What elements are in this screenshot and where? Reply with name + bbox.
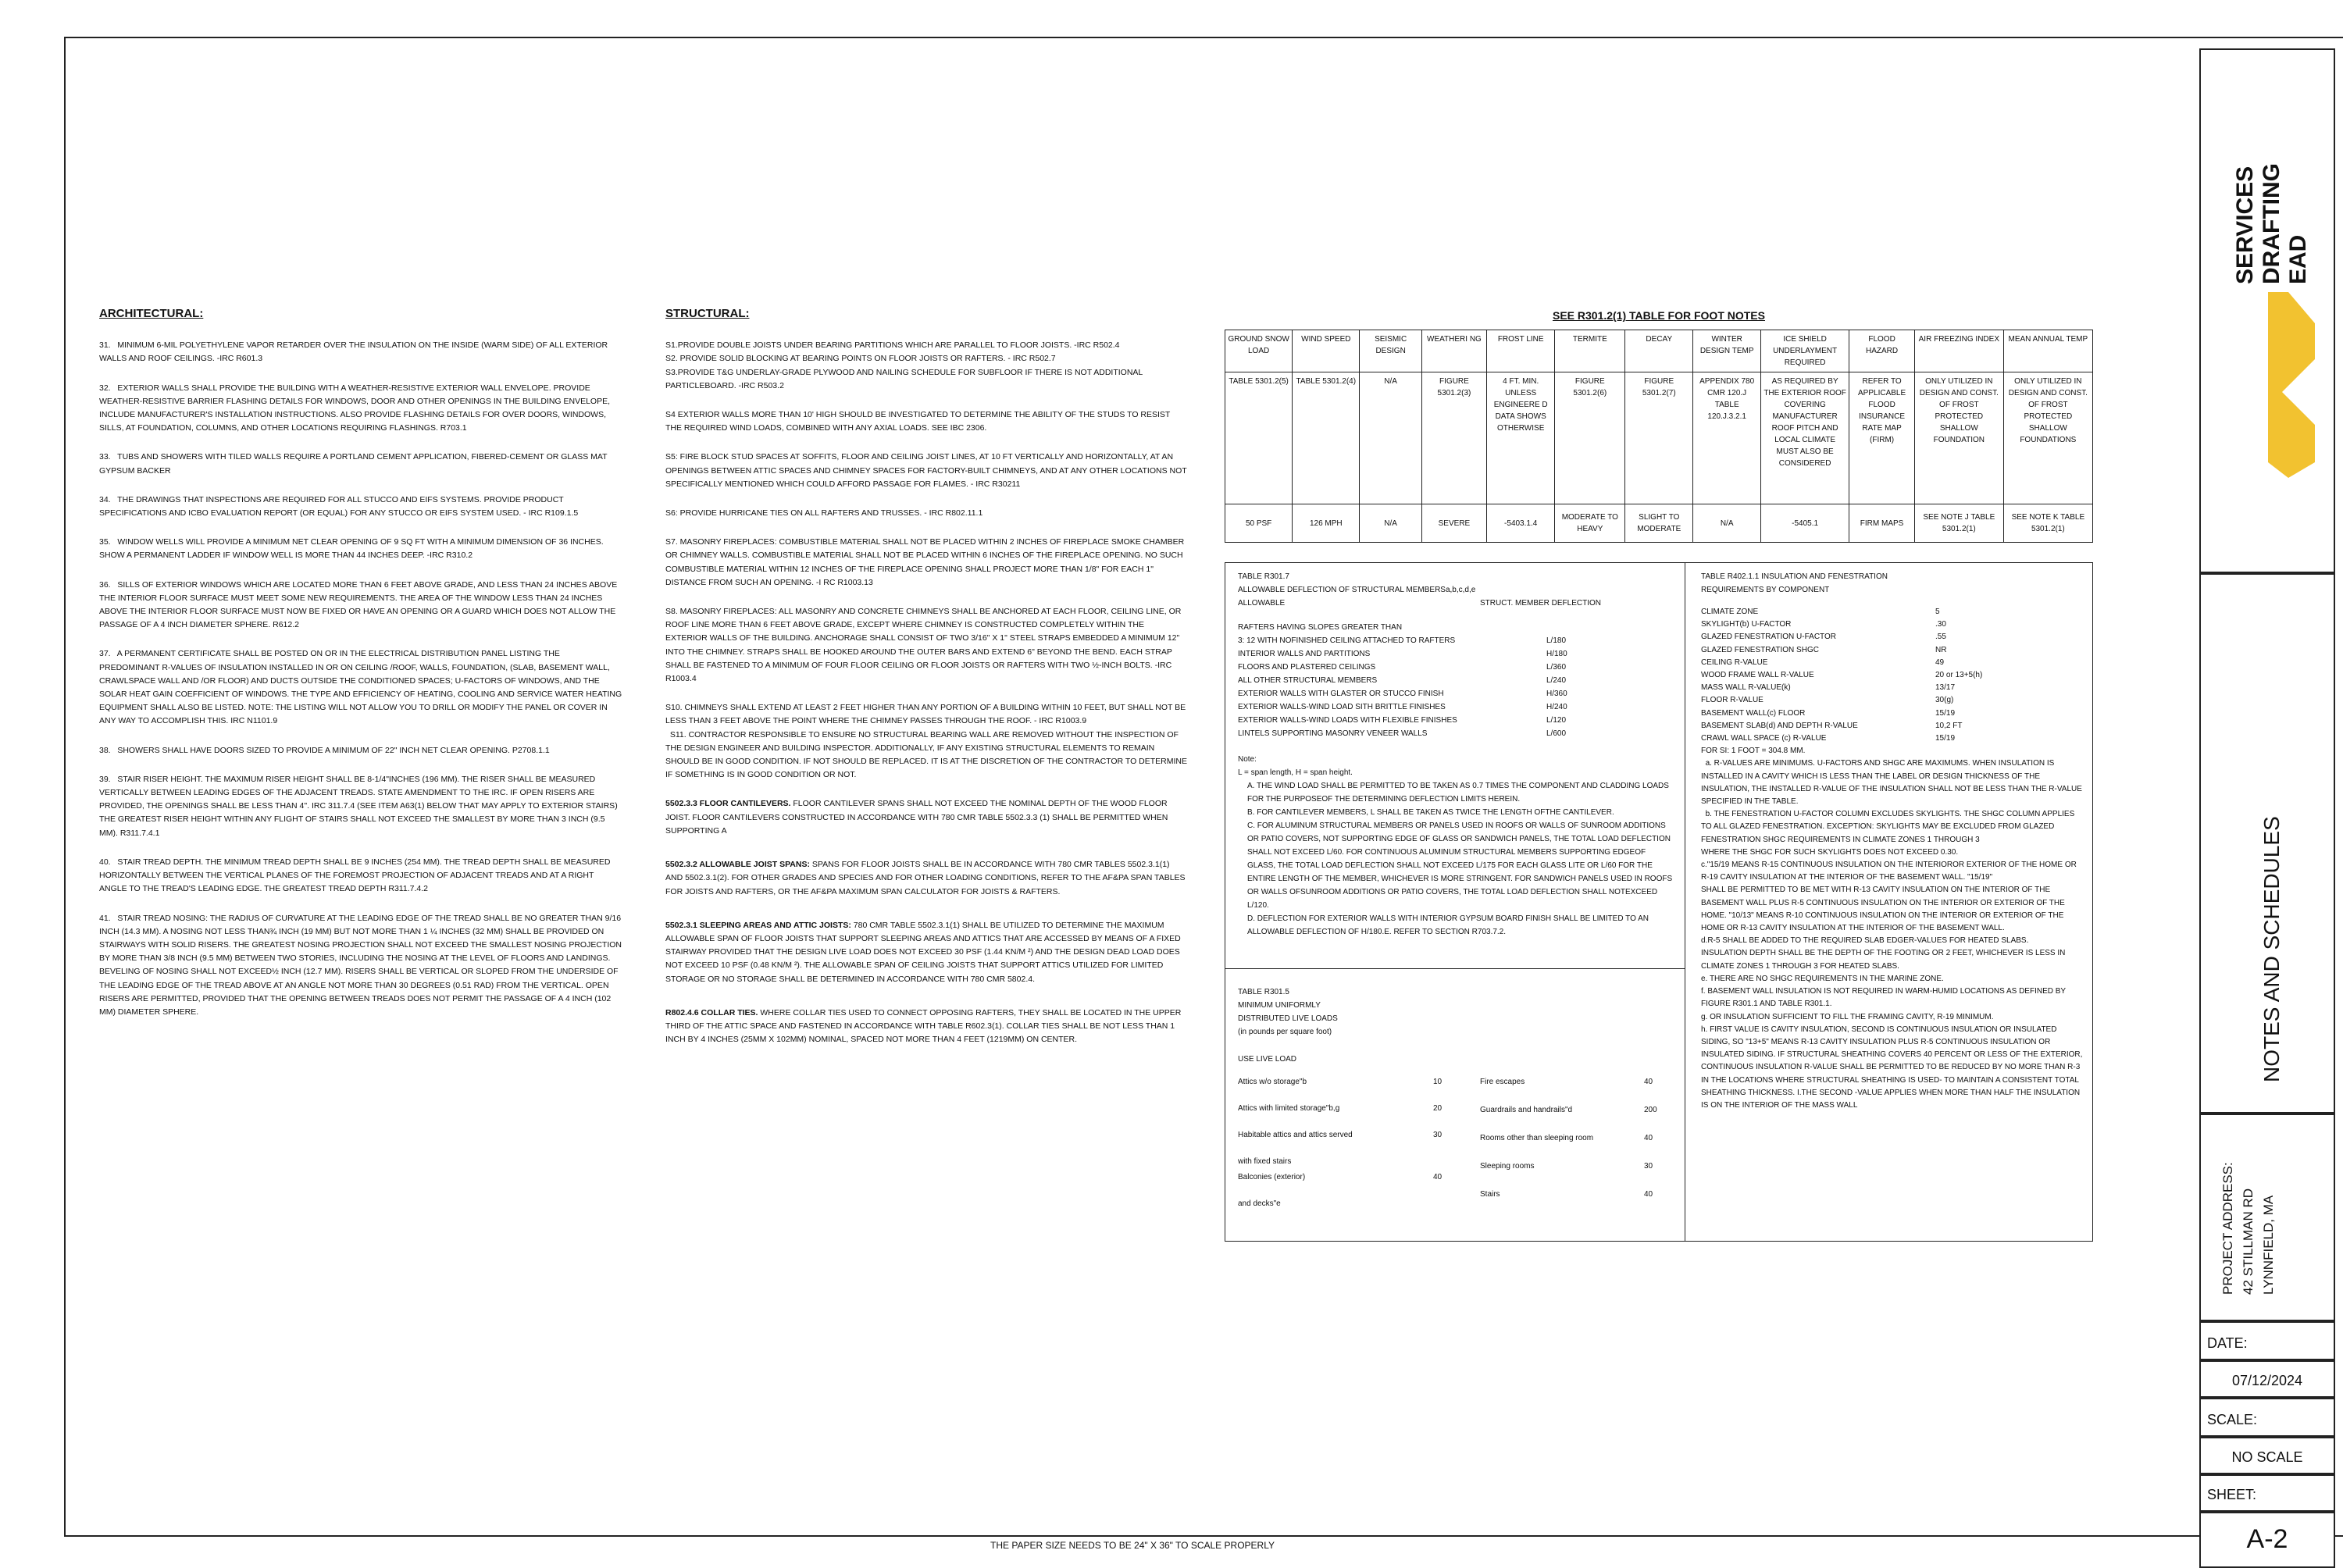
deflection-member: RAFTERS HAVING SLOPES GREATER THAN xyxy=(1238,623,1403,632)
insulation-row xyxy=(1701,669,2084,682)
date-label-box xyxy=(2199,1321,2335,1360)
scale-label-box xyxy=(2199,1398,2335,1437)
live-load-row xyxy=(1480,1131,1675,1160)
live-load-use: Fire escapes xyxy=(1480,1078,1525,1086)
date-label: DATE: xyxy=(2207,1335,2248,1351)
live-load-row xyxy=(1480,1160,1675,1188)
insulation-component: CLIMATE ZONE xyxy=(1701,608,1759,616)
table-header-cell: WIND SPEED xyxy=(1293,330,1360,372)
structural-section xyxy=(665,1007,1187,1047)
table-cell: SLIGHT TO MODERATE xyxy=(1625,504,1693,543)
deflection-row xyxy=(1238,674,1675,687)
insulation-value: 30(g) xyxy=(1935,696,1954,705)
structural-notes xyxy=(665,307,1187,1067)
structural-section-text: FLOOR CANTILEVER SPANS SHALL NOT EXCEED THE NOMINAL DEPTH OF THE WOOD FLOOR JOIST. FLOOR CANTILEVERS CONSTRUCTED IN ACCORDANCE WITH 780 CMR TABLE 5502.3.3 (1) SHALL BE PERMITTED WHEN SUPPORTING A xyxy=(665,799,1168,836)
live-load-row xyxy=(1238,1171,1480,1197)
live-load-use: Rooms other than sleeping room xyxy=(1480,1134,1594,1142)
structural-section-title: 5502.3.1 SLEEPING AREAS AND ATTIC JOISTS: xyxy=(665,920,851,930)
structural-note: S6: PROVIDE HURRICANE TIES ON ALL RAFTERS AND TRUSSES. - IRC R802.11.1 xyxy=(665,508,983,519)
insulation-row xyxy=(1701,606,2084,618)
table-cell: 126 MPH xyxy=(1293,504,1360,543)
structural-section-title: 5502.3.3 FLOOR CANTILEVERS. xyxy=(665,799,791,809)
insulation-row xyxy=(1701,644,2084,657)
scale-label: SCALE: xyxy=(2207,1412,2258,1427)
table-cell: N/A xyxy=(1360,372,1422,504)
structural-heading: STRUCTURAL: xyxy=(665,307,750,320)
company-line3: SERVICES xyxy=(2232,166,2258,284)
table-header-cell: WEATHERI NG xyxy=(1421,330,1486,372)
table-header-cell: FLOOD HAZARD xyxy=(1849,330,1915,372)
table-cell: FIGURE 5301.2(6) xyxy=(1555,372,1625,504)
live-load-row xyxy=(1238,1128,1480,1155)
structural-section xyxy=(665,797,1187,838)
deflection-limit: L/240 xyxy=(1546,676,1567,685)
insulation-component: SKYLIGHT(b) U-FACTOR xyxy=(1701,620,1792,629)
table-row xyxy=(1225,372,2093,504)
deflection-note-intro: L = span length, H = span height. xyxy=(1238,768,1353,777)
live-load-row xyxy=(1238,1075,1480,1102)
deflection-member: EXTERIOR WALLS WITH GLASTER OR STUCCO FINISH xyxy=(1238,690,1444,698)
architectural-note: 38. SHOWERS SHALL HAVE DOORS SIZED TO PROVIDE A MINIMUM OF 22" INCH NET CLEAR OPENING. P2708.1.1 xyxy=(99,745,550,755)
table-header-cell: FROST LINE xyxy=(1486,330,1554,372)
insulation-component: MASS WALL R-VALUE(k) xyxy=(1701,683,1791,693)
deflection-member: EXTERIOR WALLS-WIND LOAD SITH BRITTLE FINISHES xyxy=(1238,703,1446,711)
scale-value-box xyxy=(2199,1437,2335,1474)
insulation-component: CEILING R-VALUE xyxy=(1701,657,1768,667)
deflection-limit: H/180 xyxy=(1546,650,1567,658)
structural-section-title: R802.4.6 COLLAR TIES. xyxy=(665,1007,758,1017)
live-load-row xyxy=(1238,1197,1480,1213)
sheet-label-box xyxy=(2199,1474,2335,1512)
sheet-title-box xyxy=(2199,573,2335,1114)
live-loads-title-line: TABLE R301.5 xyxy=(1238,988,1289,996)
insulation-table xyxy=(1701,570,2084,1112)
table-header-cell: WINTER DESIGN TEMP xyxy=(1693,330,1761,372)
table-header-row xyxy=(1225,330,2093,372)
insulation-row xyxy=(1701,707,2084,720)
insulation-component: FLOOR R-VALUE xyxy=(1701,696,1763,705)
deflection-note: B. FOR CANTILEVER MEMBERS, L SHALL BE TAKEN AS TWICE THE LENGTH OFTHE CANTILEVER. xyxy=(1247,808,1614,817)
structural-section xyxy=(665,858,1187,899)
sheet-label: SHEET: xyxy=(2207,1487,2257,1502)
table-cell: TABLE 5301.2(4) xyxy=(1293,372,1360,504)
live-load-value: 200 xyxy=(1644,1106,1657,1114)
insulation-value: NR xyxy=(1935,645,1947,654)
date-value-box xyxy=(2199,1360,2335,1398)
live-load-use: Guardrails and handrails"d xyxy=(1480,1106,1573,1114)
live-loads-title-line: (in pounds per square foot) xyxy=(1238,1028,1332,1036)
insulation-row xyxy=(1701,732,2084,745)
table-cell: -5405.1 xyxy=(1761,504,1849,543)
structural-section-title: 5502.3.2 ALLOWABLE JOIST SPANS: xyxy=(665,860,810,870)
sheet-number: A-2 xyxy=(2246,1524,2288,1554)
live-loads-title-line: MINIMUM UNIFORMLY xyxy=(1238,1001,1321,1010)
deflection-limit: L/600 xyxy=(1546,729,1567,738)
architectural-note: 35. WINDOW WELLS WILL PROVIDE A MINIMUM NET CLEAR OPENING OF 9 SQ FT WITH A MINIMUM DIMENSION OF 36 INCHES. SHOW A PERMANENT LADDER IF WINDOW WELL IS MORE THAN 44 INCHES DEEP. -IRC R310.2 xyxy=(99,537,606,561)
project-address-label: PROJECT ADDRESS: xyxy=(2220,1162,2235,1295)
insulation-row xyxy=(1701,618,2084,631)
table-cell: ONLY UTILIZED IN DESIGN AND CONST. OF FROST PROTECTED SHALLOW FOUNDATION xyxy=(1914,372,2003,504)
deflection-table xyxy=(1238,570,1675,939)
table-cell: FIGURE 5301.2(3) xyxy=(1421,372,1486,504)
project-address-line1: 42 STILLMAN RD xyxy=(2241,1188,2256,1295)
architectural-note: 41. STAIR TREAD NOSING: THE RADIUS OF CURVATURE AT THE LEADING EDGE OF THE TREAD SHALL BE NO GREATER THAN 9/16 INCH (14.3 MM). A NOSING NOT LESS THAN¾ INCH (19 MM) BUT NOT MORE THAN 1 ¼ INCHES (32 MM) SHALL BE PROVIDED ON STAIRWAYS WITH SOLID RISERS. THE GREATEST NOSING PROJECTION SHALL NOT EXCEED THE SMALLEST NOSING PROJECTION BY MORE THAN 3/8 INCH (9.5 MM) BETWEEN TWO STORIES, INCLUDING THE NOSING AT THE LEVEL OF FLOORS AND LANDINGS. BEVELING OF NOSING SHALL NOT EXCEED½ INCH (12.7 MM). RISERS SHALL BE VERTICAL OR SLOPED FROM THE UNDERSIDE OF THE LEADING EDGE OF THE TREAD ABOVE AT AN ANGLE NOT MORE THAN 30 DEGREES (0.51 RAD) FROM THE VERTICAL. OPEN RISERS ARE PERMITTED, PROVIDED THAT THE OPENING BETWEEN TREADS DOES NOT PERMIT THE PASSAGE OF A 4 INCH (102 MM) DIAMETER SPHERE. xyxy=(99,913,624,1017)
insulation-value: .30 xyxy=(1935,620,1946,629)
live-load-use: Sleeping rooms xyxy=(1480,1162,1535,1171)
company-line2: DRAFTING xyxy=(2259,163,2284,284)
insulation-value: 20 or 13+5(h) xyxy=(1935,671,1983,680)
table-header-cell: TERMITE xyxy=(1555,330,1625,372)
architectural-note: 40. STAIR TREAD DEPTH. THE MINIMUM TREAD DEPTH SHALL BE 9 INCHES (254 MM). THE TREAD DEPTH SHALL BE MEASURED HORIZONTALLY BETWEEN THE VERTICAL PLANES OF THE FOREMOST PROJECTION OF ADJACENT TREADS AND AT A RIGHT ANGLE TO THE TREAD'S LEADING EDGE. THE GREATEST TREAD DEPTH R311.7.4.2 xyxy=(99,857,613,894)
live-load-value: 30 xyxy=(1644,1162,1653,1171)
deflection-row xyxy=(1238,700,1675,714)
live-load-row xyxy=(1480,1075,1675,1103)
live-load-row xyxy=(1480,1188,1675,1216)
live-load-value: 30 xyxy=(1433,1131,1443,1139)
deflection-row xyxy=(1238,687,1675,700)
table-cell: TABLE 5301.2(5) xyxy=(1225,372,1293,504)
structural-note: S1.PROVIDE DOUBLE JOISTS UNDER BEARING PARTITIONS WHICH ARE PARALLEL TO FLOOR JOISTS. -IRC R502.4 S2. PROVIDE SOLID BLOCKING AT BEARING POINTS ON FLOOR JOISTS OR RAFTERS. - IRC R502.7 S3.PROVIDE T&G UNDERLAY-GRADE PLYWOOD AND NAILING SCHEDULE FOR SUBFLOOR IF THERE IS NOT ADDITIONAL PARTICLEBOARD. -IRC R503.2 xyxy=(665,340,1143,390)
structural-note: S4 EXTERIOR WALLS MORE THAN 10' HIGH SHOULD BE INVESTIGATED TO DETERMINE THE ABILITY OF THE STUDS TO RESIST THE REQUIRED WIND LOADS, COMBINED WITH ANY AXIAL LOADS. SEE IBC 2306. xyxy=(665,410,1172,433)
insulation-component: GLAZED FENESTRATION SHGC xyxy=(1701,645,1819,654)
architectural-notes xyxy=(99,307,625,1035)
architectural-note: 37. A PERMANENT CERTIFICATE SHALL BE POSTED ON OR IN THE ELECTRICAL DISTRIBUTION PANEL LISTING THE PREDOMINANT R-VALUES OF INSULATION INSTALLED IN OR ON CEILING /ROOF, WALLS, FOUNDATION, (SLAB, BASEMENT WALL, CRAWLSPACE WALL AND /OR FLOOR) AND DUCTS OUTSIDE THE CONDITIONED SPACES; U-FACTORS OF WINDOWS, AND THE SOLAR HEAT GAIN COEFFICIENT OF WINDOWS. THE TYPE AND EFFICIENCY OF HEATING, COOLING AND SERVICE WATER HEATING EQUIPMENT SHALL ALSO BE LISTED. NOTE: THE LISTING WILL NOT ALLOW YOU TO DRILL OR MODIFY THE PANEL OR COVER IN ANY WAY TO ACCOMPLISH THIS. IRC N1101.9 xyxy=(99,649,625,726)
project-address-line2: LYNNFIELD, MA xyxy=(2261,1195,2276,1295)
insulation-row xyxy=(1701,631,2084,643)
table-header-cell: DECAY xyxy=(1625,330,1693,372)
company-line1: EAD xyxy=(2285,234,2311,284)
table-cell: MODERATE TO HEAVY xyxy=(1555,504,1625,543)
live-load-row xyxy=(1238,1102,1480,1128)
deflection-note: A. THE WIND LOAD SHALL BE PERMITTED TO BE TAKEN AS 0.7 TIMES THE COMPONENT AND CLADDING LOADS FOR THE PURPOSEOF THE DETERMINING DEFLECTION LIMITS HEREIN. xyxy=(1247,782,1669,804)
design-criteria-table xyxy=(1225,330,2093,543)
insulation-value: .55 xyxy=(1935,633,1946,642)
table-cell: ONLY UTILIZED IN DESIGN AND CONST. OF FROST PROTECTED SHALLOW FOUNDATIONS xyxy=(2003,372,2092,504)
table-cell: SEVERE xyxy=(1421,504,1486,543)
deflection-limit: L/360 xyxy=(1546,663,1567,672)
date-value: 07/12/2024 xyxy=(2231,1373,2303,1388)
table-cell: -5403.1.4 xyxy=(1486,504,1554,543)
live-loads-use-label: USE LIVE LOAD xyxy=(1238,1055,1297,1064)
structural-section-text: 780 CMR TABLE 5502.3.1(1) SHALL BE UTILIZED TO DETERMINE THE MAXIMUM ALLOWABLE SPAN OF FLOOR JOISTS THAT SUPPORT SLEEPING AREAS AND ATTICS THAT ARE ACCESSED BY MEANS OF A FIXED STAIRWAY PROVIDED THAT THE DESIGN LIVE LOAD DOES NOT EXCEED 30 PSF (1.44 KN/M ²) AND THE DESIGN DEAD LOAD DOES NOT EXCEED 10 PSF (0.48 KN/M ²). THE ALLOWABLE SPAN OF CEILING JOISTS THAT SUPPORT ATTICS UTILIZED FOR LIMITED STORAGE OR NO STORAGE SHALL BE DETERMINED IN ACCORDANCE WITH 780 CMR 5802.4. xyxy=(665,920,1181,984)
insulation-component: CRAWL WALL SPACE (c) R-VALUE xyxy=(1701,734,1827,743)
table-row xyxy=(1225,504,2093,543)
deflection-col-b: STRUCT. MEMBER DEFLECTION xyxy=(1480,599,1602,608)
insulation-row xyxy=(1701,657,2084,669)
live-load-value: 20 xyxy=(1433,1104,1443,1113)
insulation-component: GLAZED FENESTRATION U-FACTOR xyxy=(1701,633,1836,642)
architectural-note: 33. TUBS AND SHOWERS WITH TILED WALLS REQUIRE A PORTLAND CEMENT APPLICATION, FIBERED-CEMENT OR GLASS MAT GYPSUM BACKER xyxy=(99,452,610,476)
live-load-use: Attics w/o storage"b xyxy=(1238,1078,1307,1086)
live-load-row xyxy=(1238,1155,1480,1171)
table-cell: FIRM MAPS xyxy=(1849,504,1915,543)
deflection-row xyxy=(1238,621,1675,634)
deflection-note: D. DEFLECTION FOR EXTERIOR WALLS WITH INTERIOR GYPSUM BOARD FINISH SHALL BE LIMITED TO AN ALLOWABLE DEFLECTION OF H/180.E. REFER TO SECTION R703.7.2. xyxy=(1247,914,1649,936)
table-header-cell: MEAN ANNUAL TEMP xyxy=(2003,330,2092,372)
deflection-member: FLOORS AND PLASTERED CEILINGS xyxy=(1238,663,1376,672)
deflection-note-label: Note: xyxy=(1238,755,1257,764)
deflection-member: INTERIOR WALLS AND PARTITIONS xyxy=(1238,650,1371,658)
ead-logo xyxy=(2201,50,2334,572)
insulation-notes: FOR SI: 1 FOOT = 304.8 MM. a. R-VALUES ARE MINIMUMS. U-FACTORS AND SHGC ARE MAXIMUMS. WHEN INSULATION IS INSTALLED IN A CAVITY WHICH IS LESS THAN THE LABEL OR DESIGN THICKNESS OF THE INSULATION, THE INSTALLED R-VALUE OF THE INSULATION SHALL NOT BE LESS THAN THE R-VALUE SPECIFIED IN THE TABLE. b. THE FENESTRATION U-FACTOR COLUMN EXCLUDES SKYLIGHTS. THE SHGC COLUMN APPLIES TO ALL GLAZED FENESTRATION. EXCEPTION: SKYLIGHTS MAY BE EXCLUDED FROM GLAZED FENESTRATION SHGC REQUIREMENTS IN CLIMATE ZONES 1 THROUGH 3 WHERE THE SHGC FOR SUCH SKYLIGHTS DOES NOT EXCEED 0.30. c."15/19 MEANS R-15 CONTINUOUS INSULATION ON THE INTERIOROR EXTERIOR OF THE HOME OR R-19 CAVITY INSULATION AT THE INTERIOR OF THE BASEMENT WALL. "15/19" SHALL BE PERMITTED TO BE MET WITH R-13 CAVITY INSULATION ON THE INTERIOR OF THE BASEMENT WALL PLUS R-5 CONTINUOUS INSULATION ON THE INTERIOR OR EXTERIOR OF THE HOME. "10/13" MEANS R-10 CONTINUOUS INSULATION ON THE INTERIOR OR EXTERIOR OF THE HOME OR R-13 CAVITY INSULATION AT THE INTERIOR OF THE BASEMENT WALL. d.R-5 SHALL BE ADDED TO THE REQUIRED SLAB EDGER-VALUES FOR HEATED SLABS. INSULATION DEPTH SHALL BE THE DEPTH OF THE FOOTING OR 2 FEET, WHICHEVER IS LESS IN CLIMATE ZONES 1 THROUGH 3 FOR HEATED SLABS. e. THERE ARE NO SHGC REQUIREMENTS IN THE MARINE ZONE. f. BASEMENT WALL INSULATION IS NOT REQUIRED IN WARM-HUMID LOCATIONS AS DEFINED BY FIGURE R301.1 AND TABLE R301.1. g. OR INSULATION SUFFICIENT TO FILL THE FRAMING CAVITY, R-19 MINIMUM. h. FIRST VALUE IS CAVITY INSULATION, SECOND IS CONTINUOUS INSULATION OR INSULATED SIDING, SO "13+5" MEANS R-13 CAVITY INSULATION PLUS R-5 CONTINUOUS INSULATION OR INSULATED SIDING. IF STRUCTURAL SHEATHING COVERS 40 PERCENT OR LESS OF THE EXTERIOR, CONTINUOUS INSULATION R-VALUE SHALL BE PERMITTED TO BE REDUCED BY NO MORE THAN R-3 IN THE LOCATIONS WHERE STRUCTURAL SHEATHING IS USED- TO MAINTAIN A CONSISTENT TOTAL SHEATHING THICKNESS. I.THE SECOND -VALUE APPLIES WHEN MORE THAN HALF THE INSULATION IS ON THE INTERIOR OF THE MASS WALL xyxy=(1701,747,2083,1110)
structural-section-text: WHERE COLLAR TIES USED TO CONNECT OPPOSING RAFTERS, THEY SHALL BE LOCATED IN THE UPPER THIRD OF THE ATTIC SPACE AND FASTENED IN ACCORDANCE WITH TABLE R602.3(1). COLLAR TIES SHALL BE NOT LESS THAN 1 INCH BY 4 INCHES (25MM X 102MM) NOMINAL, SPACED NOT MORE THAN 4 FEET (1219MM) ON CENTER. xyxy=(665,1007,1182,1045)
sheet-title: NOTES AND SCHEDULES xyxy=(2259,816,2284,1082)
insulation-value: 15/19 xyxy=(1935,734,1956,743)
live-loads-table xyxy=(1238,985,1675,1216)
architectural-note: 36. SILLS OF EXTERIOR WINDOWS WHICH ARE LOCATED MORE THAN 6 FEET ABOVE GRADE, AND LESS THAN 24 INCHES ABOVE THE INTERIOR FLOOR SURFACE MUST MEET SOME NEW REQUIREMENTS. THE AREA OF THE WINDOW LESS THAN 24 INCHES ABOVE THE INTERIOR FLOOR SURFACE MUST NOW BE FIXED OR HAVE AN OPENING OR A GUARD WHICH DOES NOT ALLOW THE PASSAGE OF A 4 INCH DIAMETER SPHERE. R612.2 xyxy=(99,579,619,630)
deflection-col-a: ALLOWABLE xyxy=(1238,599,1286,608)
table-cell: N/A xyxy=(1693,504,1761,543)
sheet-number-box xyxy=(2199,1512,2335,1568)
live-load-use: Attics with limited storage"b,g xyxy=(1238,1104,1340,1113)
insulation-component: BASEMENT WALL(c) FLOOR xyxy=(1701,708,1806,718)
live-load-value: 40 xyxy=(1644,1134,1653,1142)
table-cell: 50 PSF xyxy=(1225,504,1293,543)
table-cell: SEE NOTE K TABLE 5301.2(1) xyxy=(2003,504,2092,543)
architectural-note: 39. STAIR RISER HEIGHT. THE MAXIMUM RISER HEIGHT SHALL BE 8-1/4"INCHES (196 MM). THE RISER SHALL BE MEASURED VERTICALLY BETWEEN LEADING EDGES OF THE ADJACENT TREADS. STATE AMENDMENT TO THE IRC. IF OPEN RISERS ARE PROVIDED, THE OPENINGS SHALL BE LESS THAN 4". IRC 311.7.4 (SEE ITEM A63(1) BELOW THAT MAY APPLY TO EXTERIOR STAIRS) THE GREATEST RISER HEIGHT WITHIN ANY FLIGHT OF STAIRS SHALL NOT EXCEED THE SMALLEST BY MORE THAN 3 INCH (9.5 MM). R311.7.4.1 xyxy=(99,774,620,838)
deflection-row xyxy=(1238,634,1675,647)
architectural-note: 34. THE DRAWINGS THAT INSPECTIONS ARE REQUIRED FOR ALL STUCCO AND EIFS SYSTEMS. PROVIDE PRODUCT SPECIFICATIONS AND ICBO EVALUATION REPORT (OR EQUAL) FOR ANY STUCCO OR EIFS SYSTEM USED. - IRC R109.1.5 xyxy=(99,494,579,519)
title-block xyxy=(2199,48,2335,1554)
deflection-title: TABLE R301.7 xyxy=(1238,572,1289,581)
deflection-note: C. FOR ALUMINUM STRUCTURAL MEMBERS OR PANELS USED IN ROOFS OR WALLS OF SUNROOM ADDITIONS OR PATIO COVERS, NOT SUPPORTING EDGE OF GLASS OR SANDWICH PANELS, THE TOTAL LOAD DEFLECTION SHALL NOT EXCEED L/60. FOR CONTINUOUS ALUMINUM STRUCTURAL MEMBERS SUPPORTING EDGEOF GLASS, THE TOTAL LOAD DEFLECTION SHALL NOT EXCEED L/175 FOR EACH GLASS LITE OR L/60 FOR THE ENTIRE LENGTH OF THE MEMBER, WHICHEVER IS MORE STRINGENT. FOR SANDWICH PANELS USED IN ROOFS OR WALLS OFSUNROOM ADDITIONS OR PATIO COVERS, THE TOTAL LOAD DEFLECTION SHALL NOTEXCEED L/120. xyxy=(1247,821,1673,910)
live-load-use: Habitable attics and attics served xyxy=(1238,1131,1353,1139)
deflection-member: ALL OTHER STRUCTURAL MEMBERS xyxy=(1238,676,1378,685)
deflection-limit: L/180 xyxy=(1546,636,1567,645)
deflection-member: 3: 12 WITH NOFINISHED CEILING ATTACHED TO RAFTERS xyxy=(1238,636,1456,645)
deflection-row xyxy=(1238,647,1675,661)
live-load-value: 10 xyxy=(1433,1078,1443,1086)
deflection-row xyxy=(1238,714,1675,727)
table-cell: FIGURE 5301.2(7) xyxy=(1625,372,1693,504)
table-cell: AS REQUIRED BY THE EXTERIOR ROOF COVERING MANUFACTURER ROOF PITCH AND LOCAL CLIMATE MUST ALSO BE CONSIDERED xyxy=(1761,372,1849,504)
footnotes-table-heading: SEE R301.2(1) TABLE FOR FOOT NOTES xyxy=(1552,309,1765,322)
deflection-member: EXTERIOR WALLS-WIND LOADS WITH FLEXIBLE FINISHES xyxy=(1238,716,1457,725)
live-load-value: 40 xyxy=(1644,1190,1653,1199)
live-load-use: and decks"e xyxy=(1238,1199,1281,1208)
structural-note: S8. MASONRY FIREPLACES: ALL MASONRY AND CONCRETE CHIMNEYS SHALL BE ANCHORED AT EACH FLOOR, CEILING LINE, OR ROOF LINE MORE THAN 6 FEET ABOVE GRADE, EXCEPT WHERE CHIMNEY IS CONSTRUCTED COMPLETELY WITHIN THE EXTERIOR WALLS OF THE BUILDING. ANCHORAGE SHALL CONSIST OF TWO 3/16" X 1" STEEL STRAPS EMBEDDED A MINIMUM 12" INTO THE CHIMNEY. STRAPS SHALL BE HOOKED AROUND THE OUTER BARS AND EXTEND 6" BEYOND THE BEND. EACH STRAP SHALL BE FASTENED TO A MINIMUM OF FOUR FLOOR CEILING OR FLOOR JOISTS OR RAFTERS WITH TWO ½-INCH BOLTS. -IRC R1003.4 xyxy=(665,607,1184,684)
deflection-limit: H/240 xyxy=(1546,703,1567,711)
live-load-row xyxy=(1480,1103,1675,1131)
table-header-cell: ICE SHIELD UNDERLAYMENT REQUIRED xyxy=(1761,330,1849,372)
table-header-cell: GROUND SNOW LOAD xyxy=(1225,330,1293,372)
insulation-value: 49 xyxy=(1935,657,1945,667)
insulation-value: 5 xyxy=(1935,608,1940,616)
divider-horizontal xyxy=(1225,968,1685,969)
structural-note: S5: FIRE BLOCK STUD SPACES AT SOFFITS, FLOOR AND CEILING JOIST LINES, AT 10 FT VERTICALLY AND HORIZONTALLY, AT AN OPENINGS BETWEEN ATTIC SPACES AND CHIMNEY SPACES FOR FACTORY-BUILT CHIMNEYS, AND AT ANY OTHER LOCATIONS NOT SPECIFICALLY MENTIONED WHICH COULD AFFORD PASSAGE FOR FLAMES. - IRC R30211 xyxy=(665,452,1189,489)
table-cell: SEE NOTE J TABLE 5301.2(1) xyxy=(1914,504,2003,543)
deflection-row xyxy=(1238,727,1675,740)
deflection-subtitle: ALLOWABLE DEFLECTION OF STRUCTURAL MEMBERSa,b,c,d,e xyxy=(1238,586,1476,594)
insulation-value: 15/19 xyxy=(1935,708,1956,718)
insulation-row xyxy=(1701,720,2084,732)
insulation-title: TABLE R402.1.1 INSULATION AND FENESTRATION xyxy=(1701,572,1888,581)
table-cell: 4 FT. MIN. UNLESS ENGINEERE D DATA SHOWS OTHERWISE xyxy=(1486,372,1554,504)
insulation-component: BASEMENT SLAB(d) AND DEPTH R-VALUE xyxy=(1701,721,1858,730)
live-load-value: 40 xyxy=(1644,1078,1653,1086)
insulation-value: 13/17 xyxy=(1935,683,1956,693)
table-header-cell: SEISMIC DESIGN xyxy=(1360,330,1422,372)
architectural-note: 32. EXTERIOR WALLS SHALL PROVIDE THE BUILDING WITH A WEATHER-RESISTIVE EXTERIOR WALL ENVELOPE. PROVIDE WEATHER-RESISTIVE BARRIER FLASHING DETAILS FOR WINDOWS, DOOR AND OTHER OPENINGS IN THE BUILDING ENVELOPE, INCLUDE MANUFACTURER'S INSTALLATION INSTRUCTIONS. ALSO PROVIDE FLASHING DETAILS FOR OVER DOORS, WINDOWS, SILLS, AT FOUNDATION, COLUMNS, AND OTHER LOCATIONS REQUIRING FLASHINGS. R703.1 xyxy=(99,383,612,433)
live-loads-title-line: DISTRIBUTED LIVE LOADS xyxy=(1238,1014,1338,1023)
live-load-use: with fixed stairs xyxy=(1238,1157,1292,1166)
table-cell: REFER TO APPLICABLE FLOOD INSURANCE RATE MAP (FIRM) xyxy=(1849,372,1915,504)
table-cell: N/A xyxy=(1360,504,1422,543)
structural-section xyxy=(665,919,1187,986)
insulation-value: 10,2 FT xyxy=(1935,721,1963,730)
scale-value: NO SCALE xyxy=(2231,1449,2303,1465)
live-load-use: Stairs xyxy=(1480,1190,1500,1199)
live-load-value: 40 xyxy=(1433,1173,1443,1181)
structural-section-text: SPANS FOR FLOOR JOISTS SHALL BE IN ACCORDANCE WITH 780 CMR TABLES 5502.3.1(1) AND 5502.3.1(2). FOR OTHER GRADES AND SPECIES AND FOR OTHER LOADING CONDITIONS, REFER TO THE AF&PA SPAN TABLES FOR JOISTS AND RAFTERS, OR THE AF&PA MAXIMUM SPAN CALCULATOR FOR JOISTS & RAFTERS. xyxy=(665,860,1186,896)
deflection-member: LINTELS SUPPORTING MASONRY VENEER WALLS xyxy=(1238,729,1428,738)
insulation-component: WOOD FRAME WALL R-VALUE xyxy=(1701,671,1814,680)
table-cell: APPENDIX 780 CMR 120.J TABLE 120.J.3.2.1 xyxy=(1693,372,1761,504)
table-header-cell: AIR FREEZING INDEX xyxy=(1914,330,2003,372)
live-load-use: Balconies (exterior) xyxy=(1238,1173,1306,1181)
structural-note: S10. CHIMNEYS SHALL EXTEND AT LEAST 2 FEET HIGHER THAN ANY PORTION OF A BUILDING WITHIN 10 FEET, BUT SHALL NOT BE LESS THAN 3 FEET ABOVE THE POINT WHERE THE CHIMNEY PASSES THROUGH THE ROOF. - IRC R1003.9 S11. CONTRACTOR RESPONSIBLE TO ENSURE NO STRUCTURAL BEARING WALL ARE REMOVED WITHOUT THE INSPECTION OF THE DESIGN ENGINEER AND BUILDING INSPECTOR. ADDITIONALLY, IF ANY EXISTING STRUCTURAL ELEMENTS TO REMAIN SHOULD BE IN GOOD CONDITION. IF NOT SHOULD BE REPLACED. IT IS AT THE DISCRETION OF THE CONTRACTOR TO DETERMINE IF SOMETHING IS IN GOOD CONDITION OR NOT. xyxy=(665,703,1188,780)
deflection-limit: H/360 xyxy=(1546,690,1567,698)
insulation-row xyxy=(1701,694,2084,707)
project-address-box xyxy=(2199,1114,2335,1321)
paper-size-note: THE PAPER SIZE NEEDS TO BE 24" X 36" TO SCALE PROPERLY xyxy=(990,1540,1275,1551)
logo-mark-icon xyxy=(2268,292,2315,478)
deflection-limit: L/120 xyxy=(1546,716,1567,725)
structural-note: S7. MASONRY FIREPLACES: COMBUSTIBLE MATERIAL SHALL NOT BE PLACED WITHIN 2 INCHES OF FIREPLACE SMOKE CHAMBER OR CHIMNEY WALLS. COMBUSTIBLE MATERIAL SHALL NOT BE PLACED WITHIN 6 INCHES OF THE FIREPLACE OPENING. NO SUCH COMBUSTIBLE MATERIAL WITHIN 12 INCHES OF THE FIREPLACE OPENING SHALL PROJECT MORE THAN 1/8" FOR EACH 1" DISTANCE FROM SUCH AN OPENING. -I RC R1003.13 xyxy=(665,537,1187,587)
logo-box xyxy=(2199,48,2335,573)
insulation-row xyxy=(1701,682,2084,694)
deflection-row xyxy=(1238,661,1675,674)
insulation-subtitle: REQUIREMENTS BY COMPONENT xyxy=(1701,586,1830,594)
architectural-note: 31. MINIMUM 6-MIL POLYETHYLENE VAPOR RETARDER OVER THE INSULATION ON THE INSIDE (WARM SIDE) OF ALL EXTERIOR WALLS AND ROOF CEILINGS. -IRC R601.3 xyxy=(99,340,611,364)
architectural-heading: ARCHITECTURAL: xyxy=(99,307,204,320)
